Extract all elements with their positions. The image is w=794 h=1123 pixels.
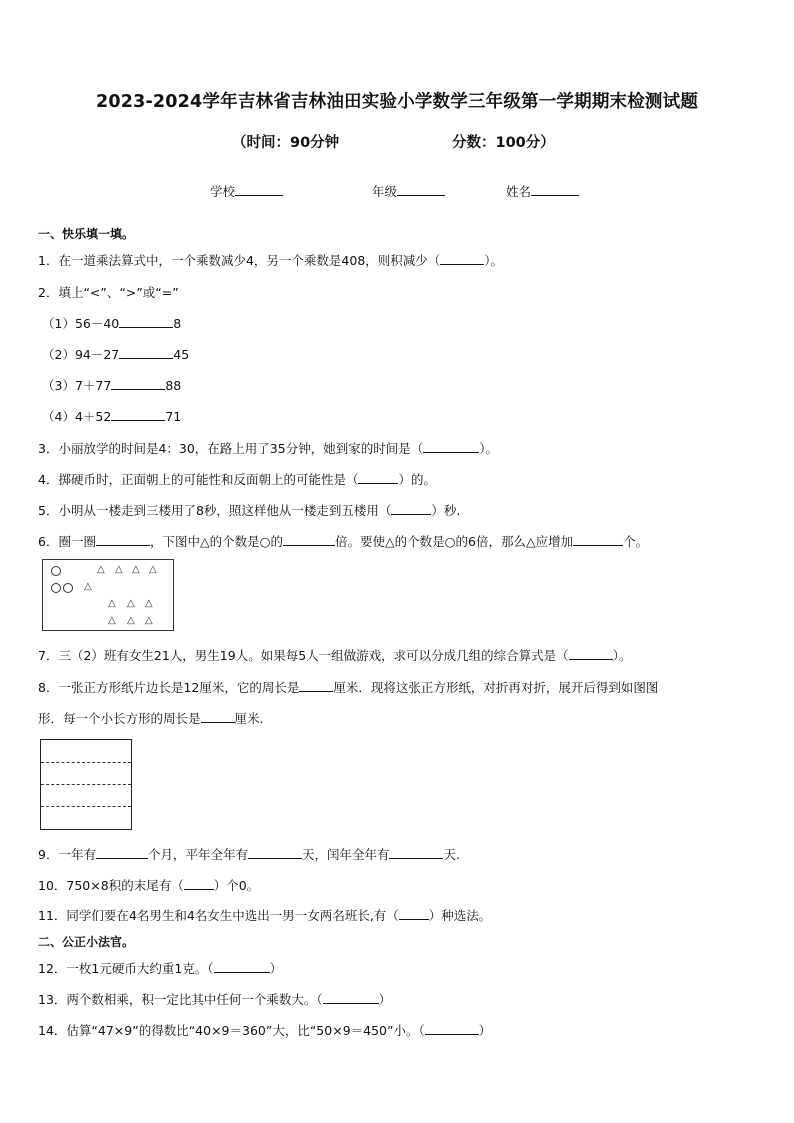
name-field[interactable] [506, 182, 579, 200]
answer-blank[interactable] [214, 961, 270, 973]
question-7: 7．三（2）班有女生21人，男生19人。如果每5人一组做游戏，求可以分成几组的综合算式是（ ）。 [38, 648, 632, 663]
name-label: 姓名 [506, 184, 532, 199]
time-limit: （时间：90分钟 [232, 135, 340, 151]
answer-blank[interactable] [201, 711, 235, 723]
circle-icon [63, 583, 73, 593]
answer-blank[interactable] [569, 648, 613, 660]
answer-blank[interactable] [391, 503, 431, 515]
school-label: 学校 [210, 184, 236, 199]
question-13: 13．两个数相乘，积一定比其中任何一个乘数大。（ ） [38, 992, 392, 1007]
answer-blank[interactable] [358, 472, 398, 484]
question-8: 8．一张正方形纸片边长是12厘米，它的周长是 厘米．现将这张正方形纸，对折再对折，展开后得到如图图 [38, 680, 659, 695]
total-score: 分数：100分） [452, 135, 555, 151]
circle-icon [51, 583, 61, 593]
answer-blank[interactable] [96, 847, 148, 859]
section-2-heading: 二、公正小法官。 [38, 935, 135, 949]
triangle-icon: △ [108, 598, 116, 609]
answer-blank[interactable] [119, 347, 173, 359]
triangle-icon: △ [149, 564, 157, 575]
triangle-icon: △ [97, 564, 105, 575]
question-11: 11．同学们要在4名男生和4名女生中选出一男一女两名班长,有（ ）种选法。 [38, 908, 492, 923]
question-2-item: （1）56－40 8 [42, 316, 182, 331]
question-2-item: （3）7＋77 88 [42, 378, 182, 393]
question-4: 4．掷硬币时，正面朝上的可能性和反面朝上的可能性是（ ）的。 [38, 472, 436, 487]
answer-blank[interactable] [111, 409, 165, 421]
question-14: 14．估算“47×9”的得数比“40×9＝360”大，比“50×9＝450”小。（ ） [38, 1023, 492, 1038]
question-2: 2．填上“<”、“>”或“=” [38, 285, 179, 300]
fold-line [41, 762, 131, 763]
shapes-figure [42, 559, 174, 631]
answer-blank[interactable] [248, 847, 302, 859]
question-9: 9．一年有 个月，平年全年有 天，闰年全年有 天. [38, 847, 460, 862]
grade-label: 年级 [372, 184, 398, 199]
answer-blank[interactable] [283, 534, 335, 546]
triangle-icon: △ [108, 615, 116, 626]
question-10: 10．750×8积的末尾有（ ）个0。 [38, 878, 260, 893]
triangle-icon: △ [145, 615, 153, 626]
answer-blank[interactable] [425, 1023, 479, 1035]
folded-square-figure [40, 739, 132, 830]
school-field[interactable] [210, 182, 283, 200]
answer-blank[interactable] [323, 992, 379, 1004]
question-2-item: （4）4＋52 71 [42, 409, 182, 424]
fold-line [41, 784, 131, 785]
page-title: 2023-2024学年吉林省吉林油田实验小学数学三年级第一学期期末检测试题 [95, 92, 699, 112]
answer-blank[interactable] [119, 316, 173, 328]
triangle-icon: △ [84, 581, 92, 592]
section-1-heading: 一、快乐填一填。 [38, 227, 135, 241]
question-1: 1．在一道乘法算式中，一个乘数减少4，另一个乘数是408，则积减少（ ）。 [38, 253, 504, 268]
answer-blank[interactable] [389, 847, 443, 859]
question-12: 12．一枚1元硬币大约重1克。（ ） [38, 961, 283, 976]
answer-blank[interactable] [423, 441, 479, 453]
circle-icon [51, 566, 61, 576]
triangle-icon: △ [145, 598, 153, 609]
question-5: 5．小明从一楼走到三楼用了8秒，照这样他从一楼走到五楼用（ ）秒. [38, 503, 461, 518]
answer-blank[interactable] [184, 878, 214, 890]
triangle-icon: △ [127, 598, 135, 609]
answer-blank[interactable] [399, 908, 429, 920]
question-8-cont: 形．每一个小长方形的周长是 厘米. [38, 711, 264, 726]
answer-blank[interactable] [299, 680, 333, 692]
fold-line [41, 806, 131, 807]
triangle-icon: △ [115, 564, 123, 575]
answer-blank[interactable] [111, 378, 165, 390]
triangle-icon: △ [127, 615, 135, 626]
question-2-item: （2）94－27 45 [42, 347, 190, 362]
answer-blank[interactable] [440, 253, 484, 265]
grade-field[interactable] [372, 182, 445, 200]
answer-blank[interactable] [573, 534, 623, 546]
triangle-icon: △ [132, 564, 140, 575]
question-3: 3．小丽放学的时间是4：30，在路上用了35分钟，她到家的时间是（ ）。 [38, 441, 498, 456]
answer-blank[interactable] [96, 534, 150, 546]
question-6: 6．圈一圈 ，下图中△的个数是○的 倍。要使△的个数是○的6倍，那么△应增加 个。 [38, 534, 649, 549]
